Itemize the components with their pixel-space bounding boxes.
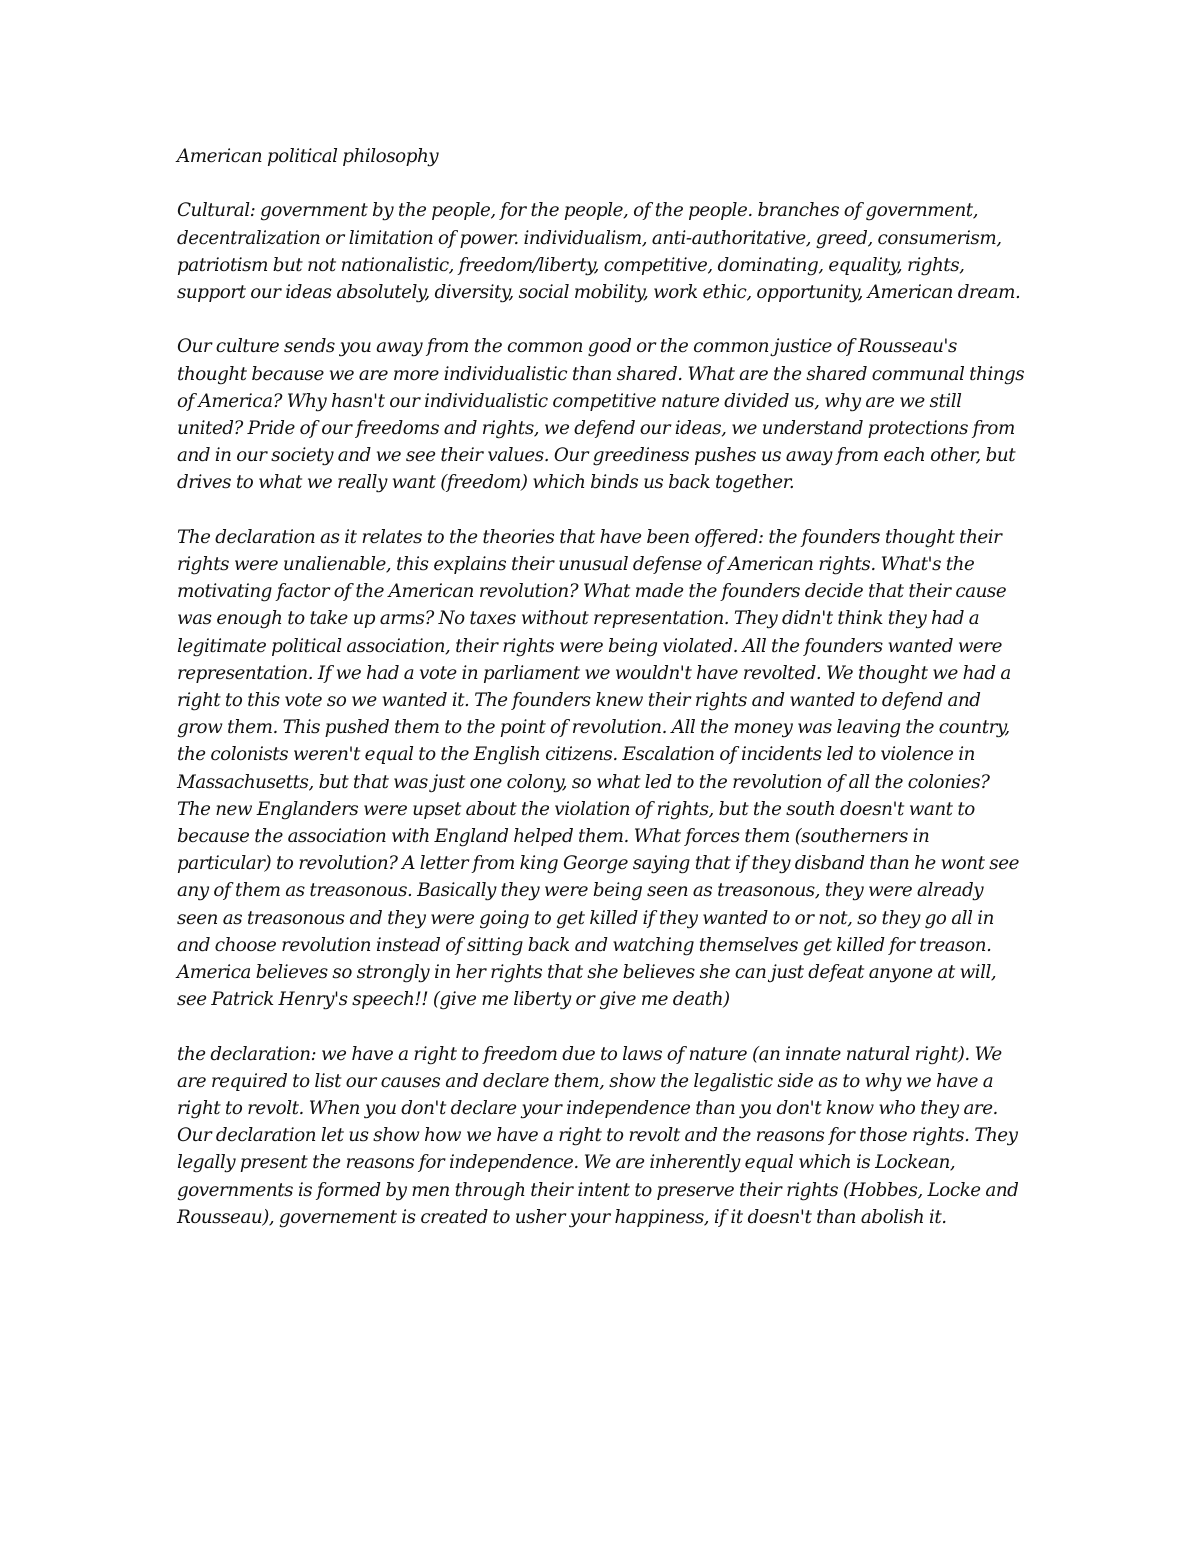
paragraph-declaration-theories: The declaration as it relates to the theories that have been offered: the founders thought their rights were unalienable, this explains their unusual defense of American rights. What's the motivating factor of the American revolution? What made the founders decide that their cause was enough to take up arms? No taxes without representation. They didn't think they had a legitimate political association, their rights were being violated. All the founders wanted were representation. If we had a vote in parliament we wouldn't have revolted. We thought we had a right to this vote so we wanted it. The founders knew their rights and wanted to defend and grow them. This pushed them to the point of revolution. All the money was leaving the country, the colonists weren't equal to the English citizens. Escalation of incidents led to violence in Massachusetts, but that was just one colony, so what led to the revolution of all the colonies? The new Englanders were upset about the violation of rights, but the south doesn't want to because the association with England helped them. What forces them (southerners in particular) to revolution? A letter from king George saying that if they disband than he wont see any of them as treasonous. Basically they were being seen as treasonous, they were already seen as treasonous and they were going to get killed if they wanted to or not, so they go all in and choose revolution instead of sitting back and watching themselves get killed for treason. America believes so strongly in her rights that she believes she can just defeat anyone at will, see Patrick Henry's speech!! (give me liberty or give me death) bbox=[177, 526, 1019, 1011]
paragraph-our-culture: Our culture sends you away from the common good or the common justice of Rousseau's thought because we are more individualistic than shared. What are the shared communal things of America? Why hasn't our individualistic competitive nature divided us, why are we still united? Pride of our freedoms and rights, we defend our ideas, we understand protections from and in our society and we see their values. Our greediness pushes us away from each other, but drives to what we really want (freedom) which binds us back together. bbox=[177, 336, 1025, 494]
document-body bbox=[177, 143, 1027, 1231]
paragraph-cultural: Cultural: government by the people, for the people, of the people. branches of government, decentralization or limitation of power. individualism, anti-authoritative, greed, consumerism, patriotism but not nationalistic, freedom/liberty, competitive, dominating, equality, rights, support our ideas absolutely, diversity, social mobility, work ethic, opportunity, American dream. bbox=[177, 200, 1021, 303]
paragraph-the-declaration: the declaration: we have a right to freedom due to laws of nature (an innate natural right). We are required to list our causes and declare them, show the legalistic side as to why we have a right to revolt. When you don't declare your independence than you don't know who they are. Our declaration let us show how we have a right to revolt and the reasons for those rights. They legally present the reasons for independence. We are inherently equal which is Lockean, governments is formed by men through their intent to preserve their rights (Hobbes, Locke and Rousseau), governement is created to usher your happiness, if it doesn't than abolish it. bbox=[177, 1043, 1019, 1228]
document-title: American political philosophy bbox=[177, 146, 439, 167]
